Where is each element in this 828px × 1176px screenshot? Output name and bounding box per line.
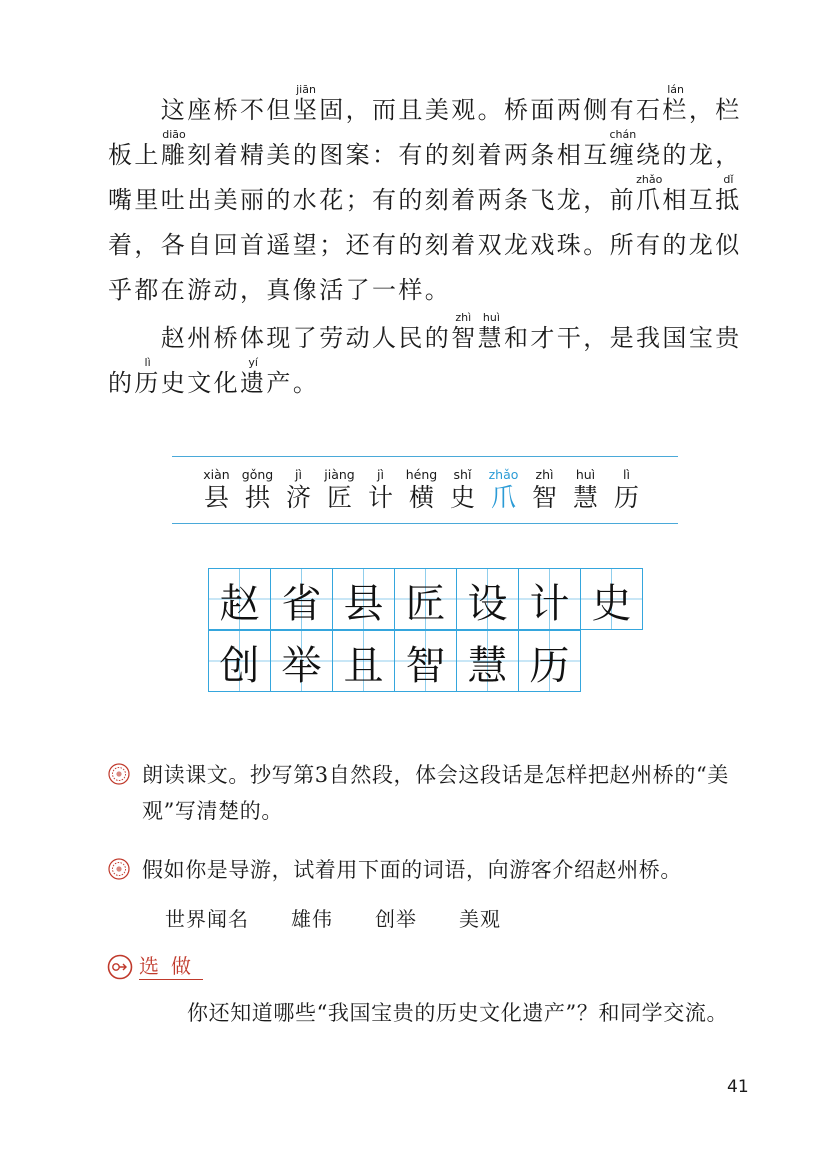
- optional-task-label: 选做: [139, 954, 203, 978]
- grid-character: 计: [529, 580, 570, 627]
- passage-text: 刻着精美的图案：有的刻着两条相互: [187, 141, 610, 169]
- grid-character: 史: [591, 580, 632, 627]
- word-item: 世界闻名: [165, 907, 249, 931]
- passage-text: 赵州桥体现了劳动人民的: [108, 324, 452, 352]
- new-word: [401, 467, 442, 512]
- grid-character: 且: [343, 642, 384, 689]
- grid-cell: [456, 630, 519, 692]
- exercise-2: [108, 852, 753, 888]
- new-word: [278, 467, 319, 512]
- passage-text: 史文化: [160, 369, 241, 397]
- new-words-bar: [172, 456, 678, 524]
- grid-character: 智: [405, 642, 446, 689]
- grid-character: 举: [281, 642, 322, 689]
- passage-text: 固，而且美观。桥面两侧有石: [319, 96, 663, 124]
- passage-text: ，栏板上: [108, 96, 742, 169]
- pinyin-annotated-word: 历lì: [134, 356, 161, 397]
- new-word-character: 智: [531, 483, 557, 512]
- grid-character: 慧: [467, 642, 508, 689]
- new-word: [237, 467, 278, 512]
- grid-cell: [270, 568, 333, 630]
- pinyin-annotated-word: 智慧zhì huì: [451, 311, 505, 352]
- grid-cell: [456, 568, 519, 630]
- grid-character: 创: [219, 642, 260, 689]
- new-word-character: 计: [367, 483, 393, 512]
- new-word-pinyin: jì: [295, 467, 302, 482]
- new-word-character: 历: [613, 483, 639, 512]
- new-word-pinyin: zhǎo: [488, 467, 519, 482]
- grid-character: 历: [529, 642, 570, 689]
- grid-cell: [208, 568, 271, 630]
- word-item: 美观: [459, 907, 501, 931]
- new-word: [360, 467, 401, 512]
- new-word-pinyin: jì: [377, 467, 384, 482]
- grid-character: 省: [281, 580, 322, 627]
- exercise-1: [108, 757, 753, 829]
- exercise-2-word-list: [165, 903, 543, 932]
- writing-grid: [208, 568, 642, 692]
- new-word-character: 爪: [490, 483, 516, 512]
- new-word-character: 史: [449, 483, 475, 512]
- grid-cell: [518, 630, 581, 692]
- new-word-pinyin: lì: [623, 467, 630, 482]
- word-item: 雄伟: [291, 907, 333, 931]
- new-word: [442, 467, 483, 512]
- grid-cell: [208, 630, 271, 692]
- grid-character: 赵: [219, 580, 260, 627]
- new-word-pinyin: héng: [405, 467, 438, 482]
- new-word-character: 匠: [326, 483, 352, 512]
- grid-character: 设: [467, 580, 508, 627]
- grid-cell: [394, 568, 457, 630]
- pinyin-annotated-word: 抵dǐ: [715, 173, 742, 214]
- writing-grid-row-2: [208, 630, 642, 692]
- exercise-bullet-icon: [108, 858, 130, 880]
- exercise-2-text: 假如你是导游，试着用下面的词语，向游客介绍赵州桥。: [142, 858, 682, 882]
- new-word-character: 拱: [244, 483, 270, 512]
- new-word-pinyin: huì: [575, 467, 596, 482]
- new-word: [565, 467, 606, 512]
- grid-character: 县: [343, 580, 384, 627]
- grid-cell: [332, 630, 395, 692]
- new-word: [606, 467, 647, 512]
- new-word-character: 县: [203, 483, 229, 512]
- new-word-pinyin: jiàng: [324, 467, 355, 482]
- pinyin-annotated-word: 缠chán: [609, 128, 637, 169]
- grid-cell: [270, 630, 333, 692]
- pinyin-annotated-word: 坚jiān: [292, 83, 320, 124]
- optional-task-header: [107, 953, 203, 980]
- page-number: 41: [727, 1077, 749, 1097]
- pinyin-annotated-word: 遗yí: [240, 356, 267, 397]
- word-item: 创举: [375, 907, 417, 931]
- new-word: [319, 467, 360, 512]
- writing-grid-row-1: [208, 568, 642, 630]
- grid-cell: [332, 568, 395, 630]
- passage-text: 绕的龙，嘴里吐出美丽的水花；有的刻着两条飞龙，前: [108, 141, 742, 214]
- new-word-pinyin: shǐ: [453, 467, 472, 482]
- new-word-character: 慧: [572, 483, 598, 512]
- new-word-pinyin: gǒng: [241, 467, 274, 482]
- grid-cell: [580, 568, 643, 630]
- new-word: [483, 467, 524, 512]
- paragraph-4: [108, 312, 748, 406]
- exercise-1-text: 朗读课文。抄写第3自然段，体会这段话是怎样把赵州桥的“美观”写清楚的。: [142, 763, 729, 823]
- grid-cell: [518, 568, 581, 630]
- new-word-pinyin: zhì: [535, 467, 554, 482]
- optional-task-text: 你还知道哪些“我国宝贵的历史文化遗产”？和同学交流。: [187, 1001, 729, 1025]
- passage-text: 着，各自回首遥望；还有的刻着双龙戏珠。所有的龙似乎都在游动，真像活了一样。: [108, 231, 742, 304]
- passage-text: 这座桥不但: [108, 96, 293, 124]
- passage-text: 产。: [266, 369, 320, 397]
- pinyin-annotated-word: 栏lán: [662, 83, 689, 124]
- new-word: [196, 467, 237, 512]
- grid-character: 匠: [405, 580, 446, 627]
- new-words-row: [196, 467, 647, 512]
- passage-text: 相互: [662, 186, 716, 214]
- new-word: [524, 467, 565, 512]
- new-word-character: 横: [408, 483, 434, 512]
- passage-text: 和才干，是我国宝贵的: [108, 324, 742, 397]
- paragraph-3: [108, 84, 748, 313]
- new-word-pinyin: xiàn: [203, 467, 230, 482]
- grid-cell: [394, 630, 457, 692]
- new-word-character: 济: [285, 483, 311, 512]
- exercise-bullet-icon: [108, 763, 130, 785]
- pinyin-annotated-word: 爪zhǎo: [636, 173, 663, 214]
- pinyin-annotated-word: 雕diāo: [160, 128, 188, 169]
- optional-task-icon: [107, 954, 133, 980]
